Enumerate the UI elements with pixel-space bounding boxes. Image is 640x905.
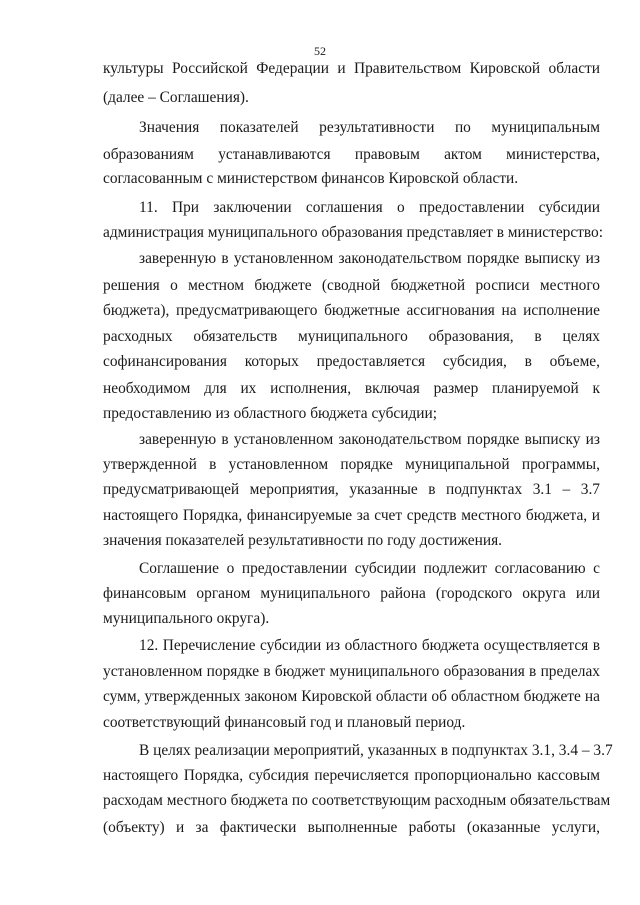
text-line: соответствующий финансовый год и плановый период. bbox=[103, 714, 466, 731]
text-line: установленном порядке в бюджет муниципального образования в пределах bbox=[103, 663, 600, 680]
text-line: софинансирования которых предоставляется субсидия, в объеме, bbox=[103, 353, 600, 370]
text-line: настоящего Порядка, финансируемые за счет средств местного бюджета, и bbox=[103, 507, 600, 524]
text-line: расходных обязательств муниципального образования, в целях bbox=[103, 328, 600, 345]
text-line: финансовым органом муниципального района (городского округа или bbox=[103, 585, 600, 602]
text-line: бюджета), предусматривающего бюджетные ассигнования на исполнение bbox=[103, 302, 600, 319]
text-line: расходам местного бюджета по соответствующим расходным обязательствам bbox=[103, 792, 611, 809]
text-line: предусматривающей мероприятия, указанные в подпунктах 3.1 – 3.7 bbox=[103, 481, 600, 498]
text-line: значения показателей результативности по году достижения. bbox=[103, 532, 503, 549]
text-line: заверенную в установленном законодательством порядке выписку из bbox=[139, 431, 600, 448]
text-line: необходимом для их исполнения, включая размер планируемой к bbox=[103, 380, 600, 397]
text-line: сумм, утвержденных законом Кировской области об областном бюджете на bbox=[103, 688, 600, 705]
text-line: культуры Российской Федерации и Правительством Кировской области bbox=[103, 60, 600, 77]
text-line: предоставлению из областного бюджета субсидии; bbox=[103, 405, 438, 422]
text-line: заверенную в установленном законодательством порядке выписку из bbox=[139, 250, 600, 267]
text-line: администрация муниципального образования представляет в министерство: bbox=[103, 224, 604, 241]
text-line: 12. Перечисление субсидии из областного бюджета осуществляется в bbox=[139, 637, 600, 654]
text-line: утвержденной в установленном порядке муниципальной программы, bbox=[103, 456, 600, 473]
text-line: решения о местном бюджете (сводной бюджетной росписи местного bbox=[103, 277, 600, 294]
text-line: муниципального округа). bbox=[103, 610, 270, 627]
text-line: В целях реализации мероприятий, указанных в подпунктах 3.1, 3.4 – 3.7 bbox=[139, 742, 613, 759]
text-line: Соглашение о предоставлении субсидии подлежит согласованию с bbox=[139, 560, 600, 577]
text-line: 11. При заключении соглашения о предоставлении субсидии bbox=[139, 199, 600, 216]
text-line: (объекту) и за фактически выполненные работы (оказанные услуги, bbox=[103, 819, 600, 836]
text-line: образованиям устанавливаются правовым актом министерства, bbox=[103, 146, 600, 163]
text-line: (далее – Соглашения). bbox=[103, 89, 249, 106]
text-line: настоящего Порядка, субсидия перечисляется пропорционально кассовым bbox=[103, 767, 600, 784]
text-line: согласованным с министерством финансов Кировской области. bbox=[103, 170, 519, 187]
page-number: 52 bbox=[314, 44, 326, 58]
text-line: Значения показателей результативности по муниципальным bbox=[139, 119, 600, 136]
